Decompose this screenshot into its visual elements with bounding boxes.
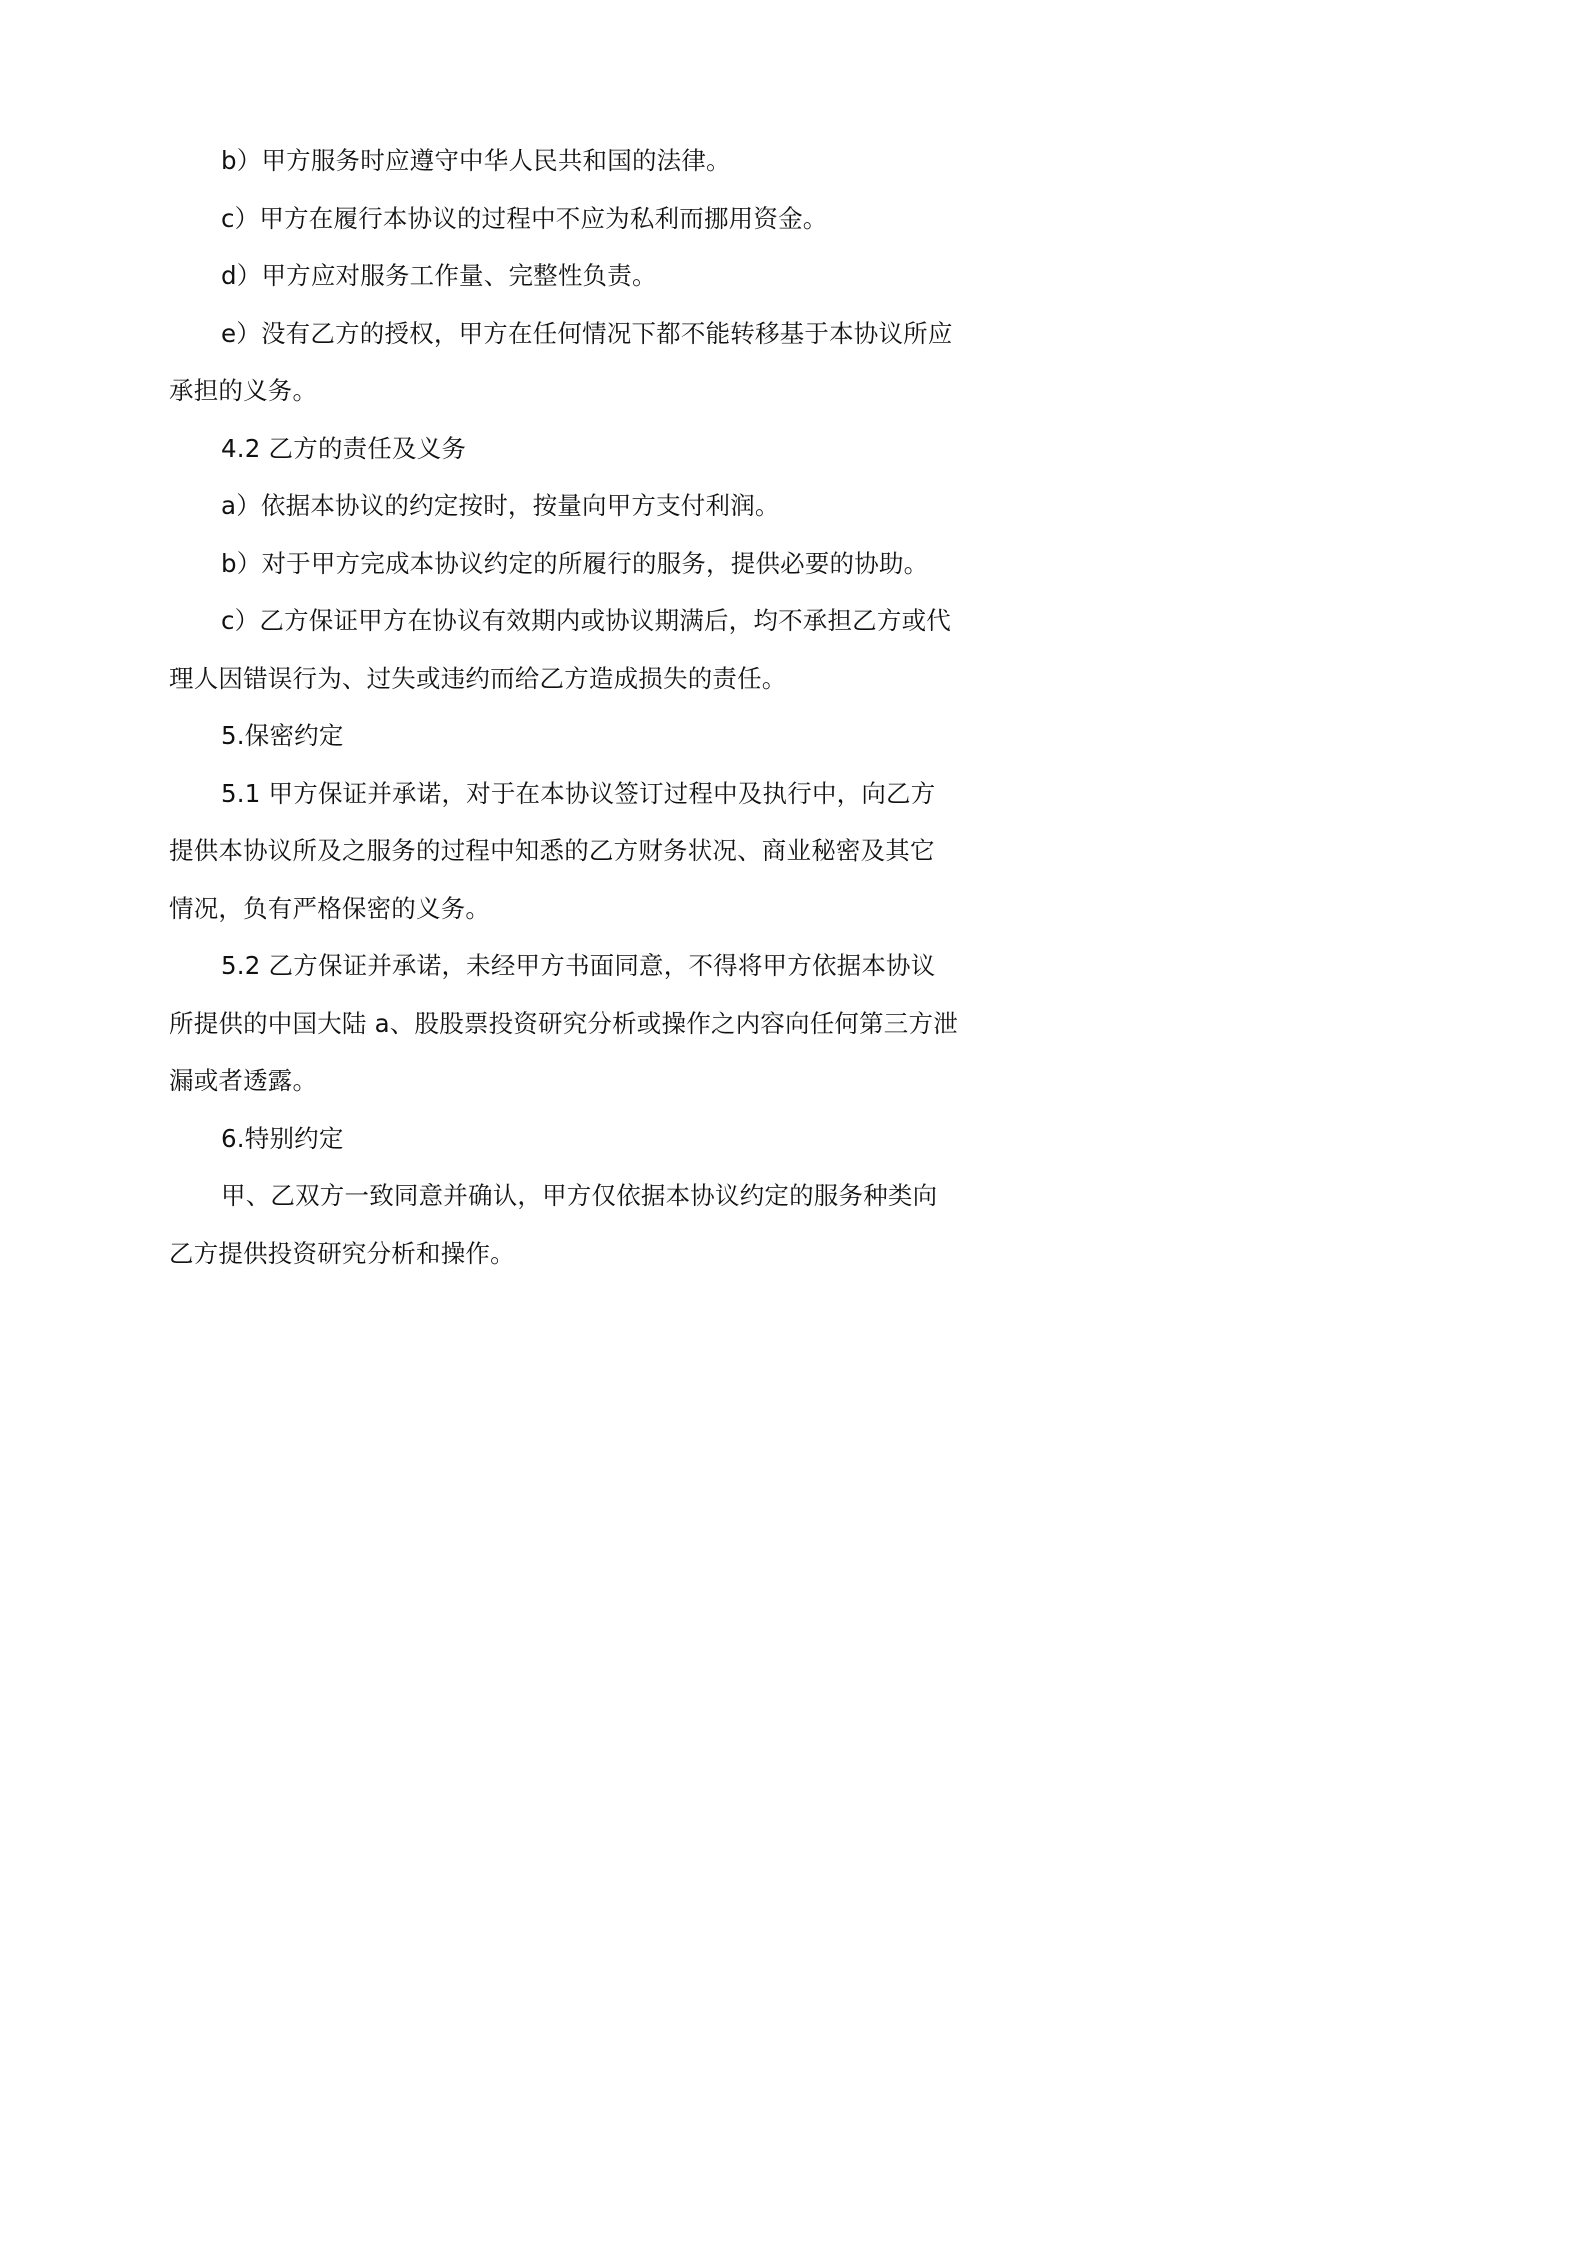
document-body (169, 132, 959, 1282)
clause-4-1-e: e）没有乙方的授权，甲方在任何情况下都不能转移基于本协议所应承担的义务。 (169, 318, 953, 405)
section-heading-5: 5.保密约定 (221, 721, 344, 750)
clause-5-2: 5.2 乙方保证并承诺，未经甲方书面同意，不得将甲方依据本协议所提供的中国大陆 a、股股票投资研究分析或操作之内容向任何第三方泄漏或者透露。 (169, 951, 958, 1095)
section-heading-4-2: 4.2 乙方的责任及义务 (221, 433, 467, 463)
clause-4-1-d: d）甲方应对服务工作量、完整性负责。 (221, 261, 657, 290)
clause-4-2-a: a）依据本协议的约定按时，按量向甲方支付利润。 (221, 491, 780, 520)
clause-4-1-c: c）甲方在履行本协议的过程中不应为私利而挪用资金。 (221, 203, 828, 233)
section-heading-6: 6.特别约定 (221, 1123, 344, 1153)
clause-6-text: 甲、乙双方一致同意并确认，甲方仅依据本协议约定的服务种类向乙方提供投资研究分析和操作。 (169, 1181, 938, 1268)
clause-4-1-b: b）甲方服务时应遵守中华人民共和国的法律。 (221, 146, 731, 175)
document-page (0, 0, 1100, 1556)
clause-5-1: 5.1 甲方保证并承诺，对于在本协议签订过程中及执行中，向乙方提供本协议所及之服务的过程中知悉的乙方财务状况、商业秘密及其它情况，负有严格保密的义务。 (169, 778, 936, 923)
clause-4-2-c: c）乙方保证甲方在协议有效期内或协议期满后，均不承担乙方或代理人因错误行为、过失或违约而给乙方造成损失的责任。 (169, 606, 951, 693)
clause-4-2-b: b）对于甲方完成本协议约定的所履行的服务，提供必要的协助。 (221, 548, 929, 578)
